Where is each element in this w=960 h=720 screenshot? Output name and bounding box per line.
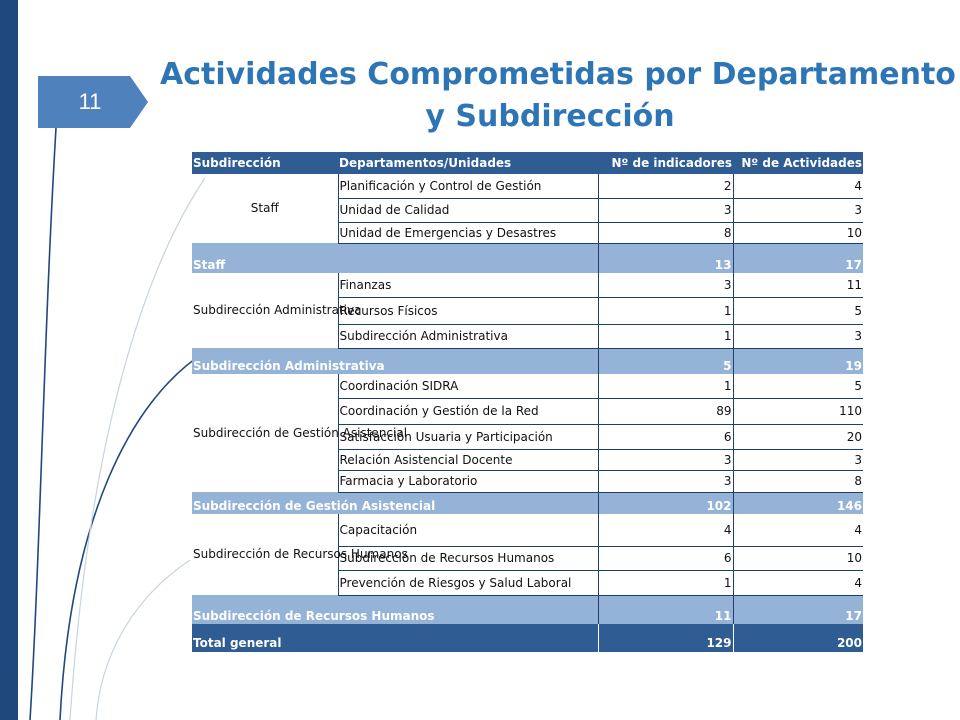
subtotal-label: Staff [192,243,598,273]
dept-cell: Subdirección Administrativa [338,324,598,348]
dept-cell: Planificación y Control de Gestión [338,174,598,198]
subtotal-actividades: 146 [733,492,863,514]
actividades-cell: 20 [733,424,863,449]
dept-cell: Prevención de Riesgos y Salud Laboral [338,570,598,595]
total-indicadores: 129 [598,624,733,652]
actividades-cell: 4 [733,570,863,595]
title-line-1: Actividades Comprometidas por Departamento [160,57,956,92]
dept-cell: Finanzas [338,273,598,297]
dept-cell: Relación Asistencial Docente [338,449,598,470]
subtotal-indicadores: 11 [598,595,733,624]
indicadores-cell: 3 [598,198,733,222]
actividades-cell: 110 [733,398,863,424]
dept-cell: Subdirección de Recursos Humanos [338,546,598,570]
group-label: Staff [250,201,279,215]
group-label: Subdirección de Gestión Asistencial [193,425,408,440]
dept-cell: Coordinación SIDRA [338,374,598,398]
table-row [192,273,863,297]
actividades-cell: 8 [733,470,863,492]
indicadores-cell: 3 [598,449,733,470]
indicadores-cell: 6 [598,424,733,449]
actividades-cell: 4 [733,514,863,546]
indicadores-cell: 1 [598,324,733,348]
table-row [192,514,863,546]
dept-cell: Unidad de Emergencias y Desastres [338,222,598,243]
indicadores-cell: 1 [598,297,733,324]
group-label: Subdirección de Recursos Humanos [193,547,408,561]
indicadores-cell: 2 [598,174,733,198]
header-actividades: Nº de Actividades [733,152,863,174]
subtotal-row [192,348,863,374]
page-title [160,54,956,138]
dept-cell: Capacitación [338,514,598,546]
actividades-cell: 11 [733,273,863,297]
subtotal-label: Subdirección Administrativa [192,348,598,374]
dept-cell: Recursos Físicos [338,297,598,324]
subtotal-row [192,243,863,273]
subtotal-actividades: 17 [733,243,863,273]
subtotal-actividades: 19 [733,348,863,374]
dept-cell: Satisfacción Usuaria y Participación [338,424,598,449]
indicadores-cell: 3 [598,273,733,297]
subtotal-indicadores: 5 [598,348,733,374]
dept-cell: Farmacia y Laboratorio [338,470,598,492]
total-label: Total general [192,624,598,652]
header-subdireccion: Subdirección [192,152,338,174]
actividades-cell: 5 [733,374,863,398]
subtotal-row [192,492,863,514]
actividades-cell: 3 [733,449,863,470]
table-row [192,374,863,398]
dept-cell: Unidad de Calidad [338,198,598,222]
indicadores-cell: 6 [598,546,733,570]
subtotal-actividades: 17 [733,595,863,624]
subtotal-indicadores: 13 [598,243,733,273]
activities-table [192,152,863,652]
title-line-2: y Subdirección [425,99,675,134]
actividades-cell: 10 [733,546,863,570]
actividades-cell: 3 [733,324,863,348]
indicadores-cell: 4 [598,514,733,546]
indicadores-cell: 1 [598,374,733,398]
indicadores-cell: 3 [598,470,733,492]
table-header-row [192,152,863,174]
table-row [192,174,863,198]
indicadores-cell: 1 [598,570,733,595]
total-row [192,624,863,652]
indicadores-cell: 89 [598,398,733,424]
group-label: Subdirección Administrativa [193,303,362,317]
indicadores-cell: 8 [598,222,733,243]
subtotal-indicadores: 102 [598,492,733,514]
actividades-cell: 10 [733,222,863,243]
total-actividades: 200 [733,624,863,652]
actividades-cell: 5 [733,297,863,324]
header-departamentos: Departamentos/Unidades [338,152,598,174]
subtotal-label: Subdirección de Gestión Asistencial [192,492,598,514]
actividades-cell: 3 [733,198,863,222]
subtotal-row [192,595,863,624]
subtotal-label: Subdirección de Recursos Humanos [192,595,598,624]
dept-cell: Coordinación y Gestión de la Red [338,398,598,424]
header-indicadores: Nº de indicadores [598,152,733,174]
actividades-cell: 4 [733,174,863,198]
slide-number: 11 [78,89,102,114]
